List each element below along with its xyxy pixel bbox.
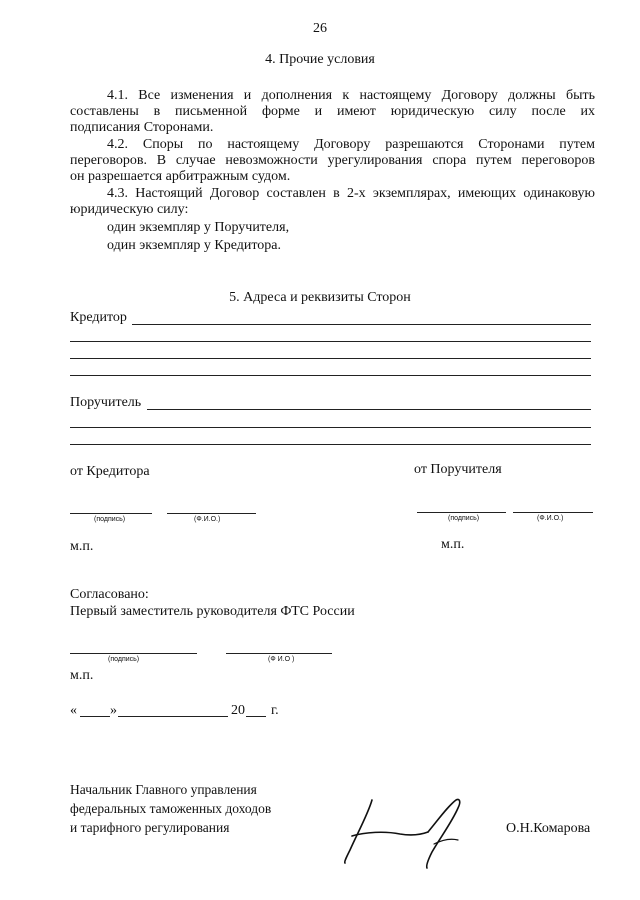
- guarantor-details-line: [70, 444, 591, 445]
- creditor-signature-hint: (подпись): [94, 516, 126, 523]
- creditor-name-line: [167, 513, 256, 514]
- clause-4-1-line-1: 4.1. Все изменения и дополнения к настоящему Договору должны быть: [107, 88, 595, 103]
- page-number: 26: [313, 21, 327, 36]
- date-day-line: [80, 716, 110, 717]
- guarantor-signature-line: [417, 512, 506, 513]
- agreed-label: Согласовано:: [70, 587, 149, 602]
- guarantor-label: Поручитель: [70, 395, 142, 410]
- date-month-line: [118, 716, 228, 717]
- guarantor-name-hint: (Ф.И.О.): [537, 515, 564, 522]
- approver-signature-line: [70, 653, 197, 654]
- clause-4-3-line-1: 4.3. Настоящий Договор составлен в 2-х экземплярах, имеющих одинаковую: [107, 186, 595, 201]
- guarantor-signature-hint: (подпись): [448, 515, 480, 522]
- handwritten-signature: [330, 792, 480, 872]
- creditor-seal: м.п.: [70, 539, 94, 554]
- footer-line-2: федеральных таможенных доходов: [70, 801, 272, 816]
- date-close-quote: »: [110, 703, 117, 718]
- date-year-suffix: г.: [271, 703, 279, 718]
- date-open-quote: «: [70, 703, 77, 718]
- date-year-prefix: 20: [231, 703, 245, 718]
- footer-line-1: Начальник Главного управления: [70, 782, 257, 797]
- clause-4-2-line-3: он разрешается арбитражным судом.: [70, 169, 291, 184]
- signatory-name: О.Н.Комарова: [506, 821, 591, 836]
- clause-4-2-line-1: 4.2. Споры по настоящему Договору разрешаются Сторонами путем: [107, 137, 595, 152]
- creditor-name-hint: (Ф.И.О.): [194, 516, 221, 523]
- approver-name-line: [226, 653, 332, 654]
- guarantor-name-line: [513, 512, 593, 513]
- copy-creditor: один экземпляр у Кредитора.: [107, 238, 281, 253]
- from-creditor-label: от Кредитора: [70, 464, 150, 479]
- creditor-field-line: [132, 324, 591, 325]
- from-guarantor-label: от Поручителя: [414, 462, 502, 477]
- approver-name-hint: (Ф И.О ): [268, 656, 295, 663]
- creditor-label: Кредитор: [70, 310, 127, 325]
- guarantor-field-line: [147, 409, 591, 410]
- copy-guarantor: один экземпляр у Поручителя,: [107, 220, 290, 235]
- clause-4-3-line-2: юридическую силу:: [70, 202, 189, 217]
- approver-position: Первый заместитель руководителя ФТС России: [70, 604, 355, 619]
- creditor-signature-line: [70, 513, 152, 514]
- guarantor-seal: м.п.: [441, 537, 465, 552]
- section-4-title: 4. Прочие условия: [265, 52, 375, 67]
- section-5-title: 5. Адреса и реквизиты Сторон: [229, 290, 411, 305]
- approver-signature-hint: (подпись): [108, 656, 140, 663]
- approver-seal: м.п.: [70, 668, 94, 683]
- clause-4-1-line-3: подписания Сторонами.: [70, 120, 214, 135]
- guarantor-details-line: [70, 427, 591, 428]
- creditor-details-line: [70, 341, 591, 342]
- footer-line-3: и тарифного регулирования: [70, 820, 230, 835]
- creditor-details-line: [70, 375, 591, 376]
- clause-4-1-line-2: составлены в письменной форме и имеют юридическую силу после их: [70, 104, 595, 119]
- date-year-line: [246, 716, 266, 717]
- clause-4-2-line-2: переговоров. В случае невозможности урегулирования спора путем переговоров: [70, 153, 595, 168]
- creditor-details-line: [70, 358, 591, 359]
